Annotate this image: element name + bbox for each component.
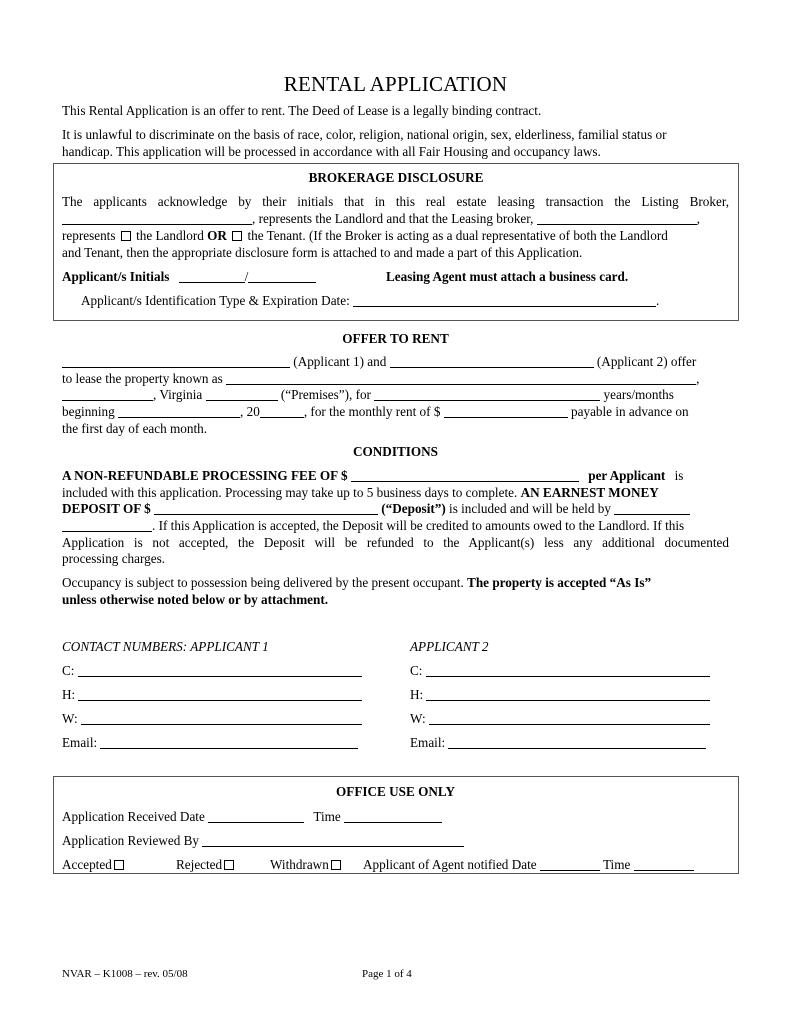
- applicant-1-cell-field[interactable]: [78, 664, 362, 677]
- agent-note: Leasing Agent must attach a business card.: [386, 269, 629, 284]
- brokerage-line-4: and Tenant, then the appropriate disclosure form is attached to and made a part of this Application.: [62, 245, 583, 260]
- applicant-2-cell-row: C:: [410, 662, 710, 679]
- lease-term-field[interactable]: [374, 388, 600, 401]
- applicant-2-cell-field[interactable]: [426, 664, 710, 677]
- brokerage-heading: BROKERAGE DISCLOSURE: [308, 170, 484, 185]
- offer-line-5: the first day of each month.: [62, 421, 208, 436]
- begin-date-field[interactable]: [118, 405, 240, 418]
- received-time-field[interactable]: [344, 810, 442, 823]
- city-field[interactable]: [62, 388, 153, 401]
- withdrawn-checkbox[interactable]: [331, 860, 341, 870]
- status-row: Accepted: [62, 856, 126, 873]
- brokerage-line-1: The applicants acknowledge by their initials that in this real estate leasing transaction the Listing Broker,: [62, 194, 729, 209]
- applicant-2-name-field[interactable]: [390, 355, 594, 368]
- conditions-heading: CONDITIONS: [352, 444, 438, 459]
- occupancy-line-1: Occupancy is subject to possession being delivered by the present occupant. The property is accepted “As Is”: [62, 575, 652, 590]
- intro-line-2: It is unlawful to discriminate on the basis of race, color, religion, national origin, sex, elderliness, familial status or: [62, 127, 667, 142]
- office-heading: OFFICE USE ONLY: [336, 784, 455, 799]
- monthly-rent-field[interactable]: [444, 405, 568, 418]
- begin-year-field[interactable]: [260, 405, 304, 418]
- offer-line-4: beginning , 20 , for the monthly rent of $ payable in advance on: [62, 404, 689, 419]
- brokerage-line-2: , represents the Landlord and that the Leasing broker, ,: [62, 210, 700, 227]
- applicant-2-email-field[interactable]: [448, 736, 706, 749]
- leasing-broker-field[interactable]: [537, 212, 697, 225]
- conditions-line-6: processing charges.: [62, 551, 166, 566]
- conditions-line-4: . If this Application is accepted, the Deposit will be credited to amounts owed to the Landlord. If this: [62, 517, 684, 534]
- offer-line-3: , Virginia (“Premises”), for years/months: [62, 386, 674, 403]
- accepted-checkbox[interactable]: [114, 860, 124, 870]
- applicant-initials-row: Applicant/s Initials /: [62, 268, 316, 285]
- deposit-holder-field[interactable]: [614, 502, 690, 515]
- rejected-checkbox[interactable]: [224, 860, 234, 870]
- rejected-option: Rejected: [176, 856, 236, 873]
- identification-row: Applicant/s Identification Type & Expiration Date: .: [81, 293, 660, 308]
- applicant-1-email-field[interactable]: [100, 736, 358, 749]
- reviewed-row: Application Reviewed By: [62, 832, 464, 849]
- applicant-1-home-field[interactable]: [78, 688, 362, 701]
- landlord-checkbox[interactable]: [121, 231, 131, 241]
- document-title: RENTAL APPLICATION: [283, 72, 508, 96]
- initials-field-2[interactable]: [248, 270, 316, 283]
- intro-line-1: This Rental Application is an offer to rent. The Deed of Lease is a legally binding contract.: [62, 103, 542, 118]
- applicant-2-work-row: W:: [410, 710, 710, 727]
- applicant-1-email-row: Email:: [62, 734, 358, 751]
- applicant-2-work-field[interactable]: [429, 712, 710, 725]
- reviewed-by-field[interactable]: [202, 834, 464, 847]
- received-date-field[interactable]: [208, 810, 304, 823]
- received-row: Application Received Date Time: [62, 808, 442, 825]
- deposit-amount-field[interactable]: [154, 502, 378, 515]
- conditions-line-2: included with this application. Processing may take up to 5 business days to complete. AN EARNEST MONEY: [62, 485, 659, 500]
- deposit-holder-field-2[interactable]: [62, 519, 152, 532]
- conditions-line-5: Application is not accepted, the Deposit will be refunded to the Applicant(s) less any additional documented: [62, 535, 729, 550]
- notified-time-field[interactable]: [634, 858, 694, 871]
- offer-line-1: (Applicant 1) and (Applicant 2) offer: [62, 353, 696, 370]
- processing-fee-field[interactable]: [351, 469, 579, 482]
- applicant-2-home-row: H:: [410, 686, 710, 703]
- initials-field-1[interactable]: [179, 270, 245, 283]
- applicant-2-email-row: Email:: [410, 734, 706, 751]
- form-id: NVAR – K1008 – rev. 05/08: [62, 968, 188, 980]
- tenant-checkbox[interactable]: [232, 231, 242, 241]
- applicant-1-name-field[interactable]: [62, 355, 290, 368]
- listing-broker-field[interactable]: [62, 212, 252, 225]
- notified-row: Applicant of Agent notified Date Time: [363, 856, 694, 873]
- property-address-field[interactable]: [226, 372, 696, 385]
- intro-line-3: handicap. This application will be processed in accordance with all Fair Housing and occupancy laws.: [62, 144, 601, 159]
- brokerage-line-3: represents the Landlord OR the Tenant. (If the Broker is acting as a dual representative of both the Landlord: [62, 228, 668, 243]
- page-number: Page 1 of 4: [362, 968, 412, 980]
- applicant-1-cell-row: C:: [62, 662, 362, 679]
- conditions-line-3: DEPOSIT OF $ (“Deposit”) is included and will be held by: [62, 500, 690, 517]
- zip-field[interactable]: [206, 388, 278, 401]
- notified-date-field[interactable]: [540, 858, 600, 871]
- applicant-1-work-field[interactable]: [81, 712, 362, 725]
- conditions-line-1: A NON-REFUNDABLE PROCESSING FEE OF $ per Applicant is: [62, 468, 684, 483]
- identification-field[interactable]: [353, 294, 656, 307]
- offer-heading: OFFER TO RENT: [342, 331, 449, 346]
- occupancy-line-2: unless otherwise noted below or by attachment.: [62, 592, 329, 607]
- offer-line-2: to lease the property known as ,: [62, 371, 700, 386]
- withdrawn-option: Withdrawn: [270, 856, 343, 873]
- applicant-2-contacts-heading: APPLICANT 2: [410, 639, 489, 654]
- applicant-1-home-row: H:: [62, 686, 362, 703]
- applicant-2-home-field[interactable]: [426, 688, 710, 701]
- applicant-1-work-row: W:: [62, 710, 362, 727]
- applicant-1-contacts-heading: CONTACT NUMBERS: APPLICANT 1: [62, 639, 269, 654]
